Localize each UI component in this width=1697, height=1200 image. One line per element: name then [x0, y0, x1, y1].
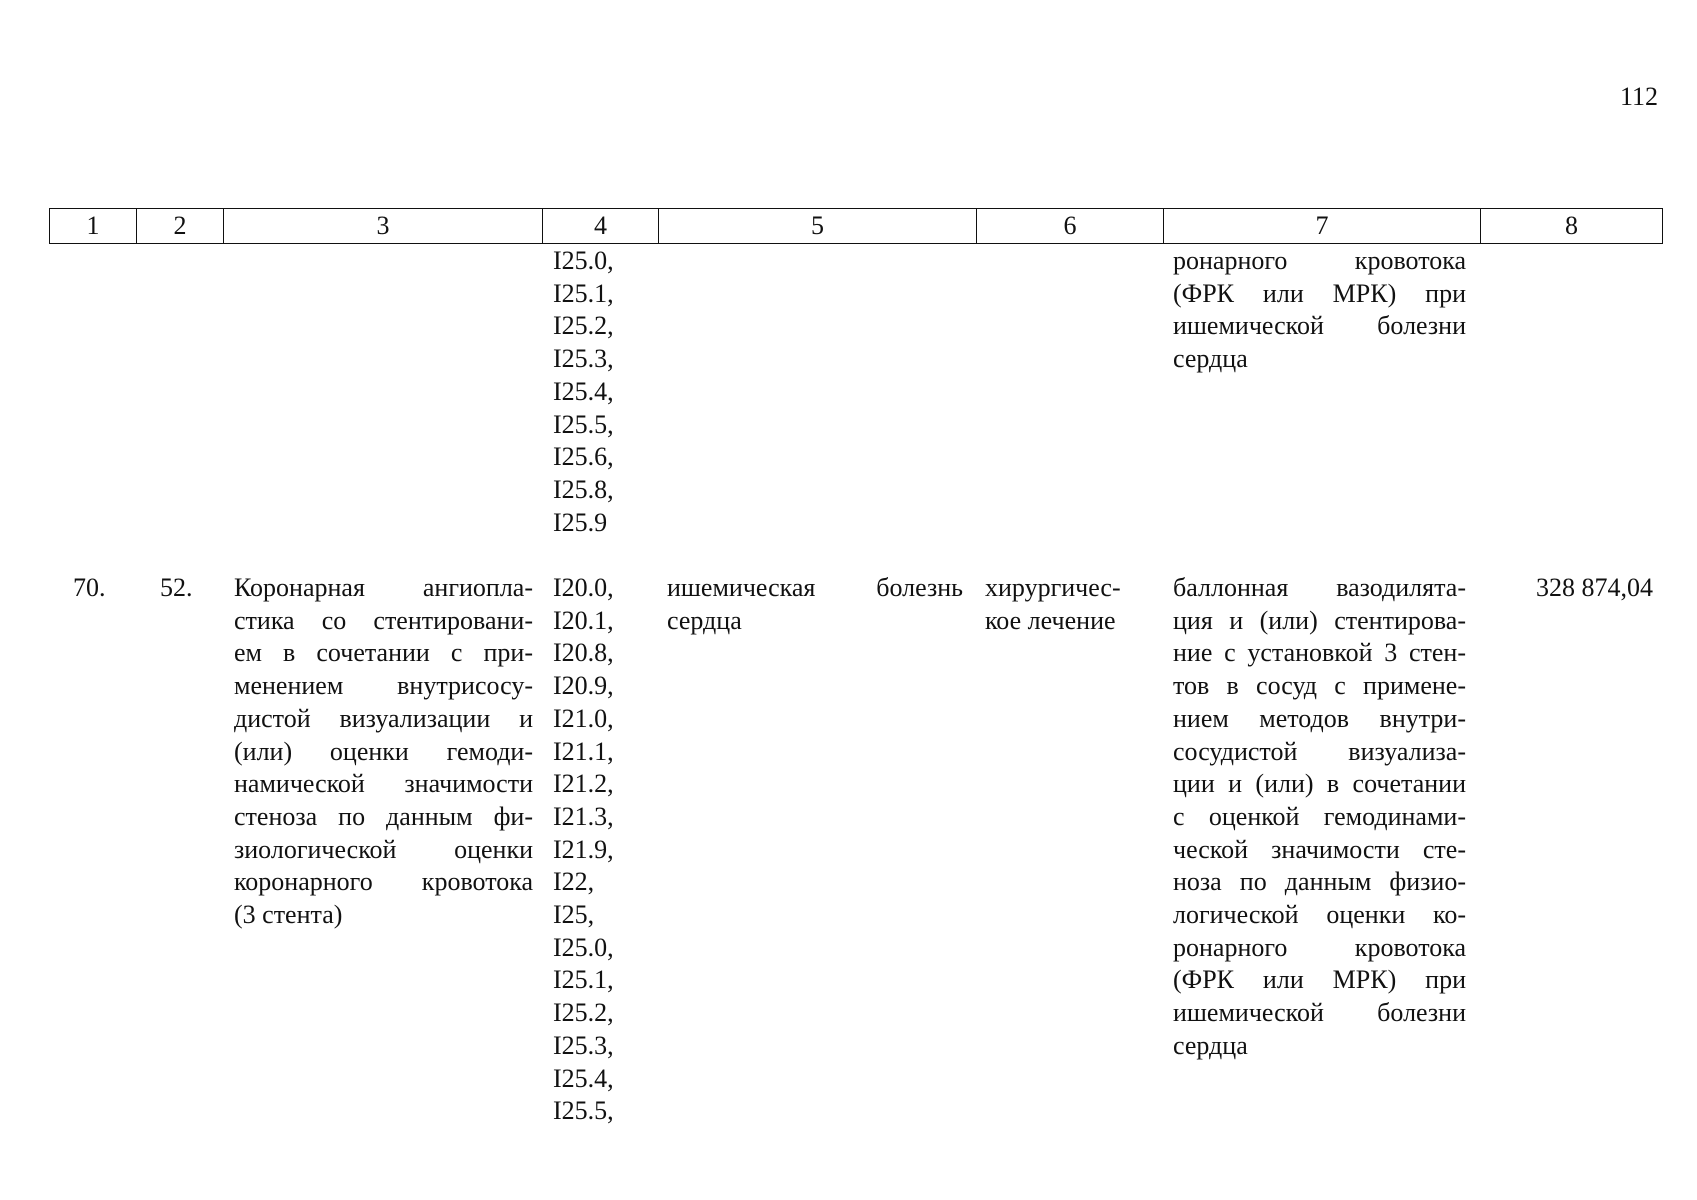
method-line: тов в сосуд с примене- — [1173, 671, 1466, 701]
name-line: ем в сочетании с при- — [234, 638, 533, 668]
method-line: ишемической болезни — [1173, 998, 1466, 1028]
icd-code: I25.2, — [553, 998, 614, 1028]
method-line: ция и (или) стентирова- — [1173, 605, 1466, 635]
icd-code: I25.1, — [553, 965, 614, 995]
treatment-line: кое лечение — [985, 605, 1116, 635]
method-line: с оценкой гемодинами- — [1173, 801, 1466, 831]
icd-code: I25.1, — [553, 278, 614, 308]
icd-code: I25.5, — [553, 1096, 614, 1126]
name-line: стеноза по данным фи- — [234, 801, 533, 831]
name-line: (3 стента) — [234, 900, 343, 930]
icd-codes — [553, 572, 614, 1128]
column-number-header — [49, 208, 1663, 244]
method-line: логической оценки ко- — [1173, 900, 1466, 930]
icd-code: I21.3, — [553, 801, 614, 831]
icd-code: I21.2, — [553, 769, 614, 799]
header-col-8: 8 — [1481, 209, 1663, 244]
header-col-6: 6 — [977, 209, 1164, 244]
treatment-line: хирургичес- — [985, 573, 1121, 602]
row-number: 70. — [73, 573, 106, 602]
icd-code: I20.8, — [553, 638, 614, 668]
icd-code: I20.0, — [553, 573, 614, 602]
group-number: 52. — [160, 573, 193, 602]
name-line: (или) оценки гемоди- — [234, 736, 533, 766]
name-line: намической значимости — [234, 769, 533, 799]
model-line: сердца — [667, 605, 742, 635]
header-col-4: 4 — [543, 209, 659, 244]
icd-code: I25.3, — [553, 1030, 614, 1060]
icd-code: I25, — [553, 900, 595, 930]
icd-code: I25.4, — [553, 376, 614, 406]
method-line: ишемической болезни — [1173, 311, 1466, 341]
icd-code: I25.8, — [553, 474, 614, 504]
continuation-codes — [553, 245, 614, 539]
treatment-method — [1173, 572, 1466, 1063]
icd-code: I25.2, — [553, 311, 614, 341]
icd-code: I25.6, — [553, 442, 614, 472]
cost-value: 328 874,04 — [1536, 573, 1653, 602]
header-col-5: 5 — [659, 209, 977, 244]
method-line: ронарного кровотока — [1173, 932, 1466, 962]
treatment-type — [985, 572, 1121, 637]
name-line: дистой визуализации и — [234, 703, 533, 733]
model-line: ишемическая болезнь — [667, 573, 963, 602]
header-col-3: 3 — [224, 209, 543, 244]
name-line: менением внутрисосу- — [234, 671, 533, 701]
method-line: ронарного кровотока — [1173, 246, 1466, 275]
method-line: баллонная вазодилята- — [1173, 573, 1466, 602]
header-col-1: 1 — [50, 209, 137, 244]
method-line: (ФРК или МРК) при — [1173, 278, 1466, 308]
method-line: ции и (или) в сочетании — [1173, 769, 1466, 799]
method-line: сердца — [1173, 344, 1248, 374]
intervention-name — [234, 572, 533, 932]
method-line: ноза по данным физио- — [1173, 867, 1466, 897]
icd-code: I25.4, — [553, 1063, 614, 1093]
name-line: коронарного кровотока — [234, 867, 533, 897]
name-line: Коронарная ангиопла- — [234, 573, 533, 602]
header-col-2: 2 — [137, 209, 224, 244]
method-line: сердца — [1173, 1030, 1248, 1060]
name-line: зиологической оценки — [234, 834, 533, 864]
name-line: стика со стентировани- — [234, 605, 533, 635]
method-line: ческой значимости сте- — [1173, 834, 1466, 864]
icd-code: I25.0, — [553, 246, 614, 275]
icd-code: I25.9 — [553, 507, 608, 537]
icd-code: I21.9, — [553, 834, 614, 864]
header-col-7: 7 — [1164, 209, 1481, 244]
icd-code: I21.1, — [553, 736, 614, 766]
continuation-method — [1173, 245, 1466, 376]
icd-code: I25.0, — [553, 932, 614, 962]
method-line: сосудистой визуализа- — [1173, 736, 1466, 766]
icd-code: I20.1, — [553, 605, 614, 635]
icd-code: I25.3, — [553, 344, 614, 374]
icd-code: I22, — [553, 867, 595, 897]
patient-model — [667, 572, 963, 637]
icd-code: I25.5, — [553, 409, 614, 439]
method-line: ние с установкой 3 стен- — [1173, 638, 1466, 668]
page-number: 112 — [1619, 82, 1658, 111]
icd-code: I20.9, — [553, 671, 614, 701]
method-line: нием методов внутри- — [1173, 703, 1466, 733]
method-line: (ФРК или МРК) при — [1173, 965, 1466, 995]
icd-code: I21.0, — [553, 703, 614, 733]
